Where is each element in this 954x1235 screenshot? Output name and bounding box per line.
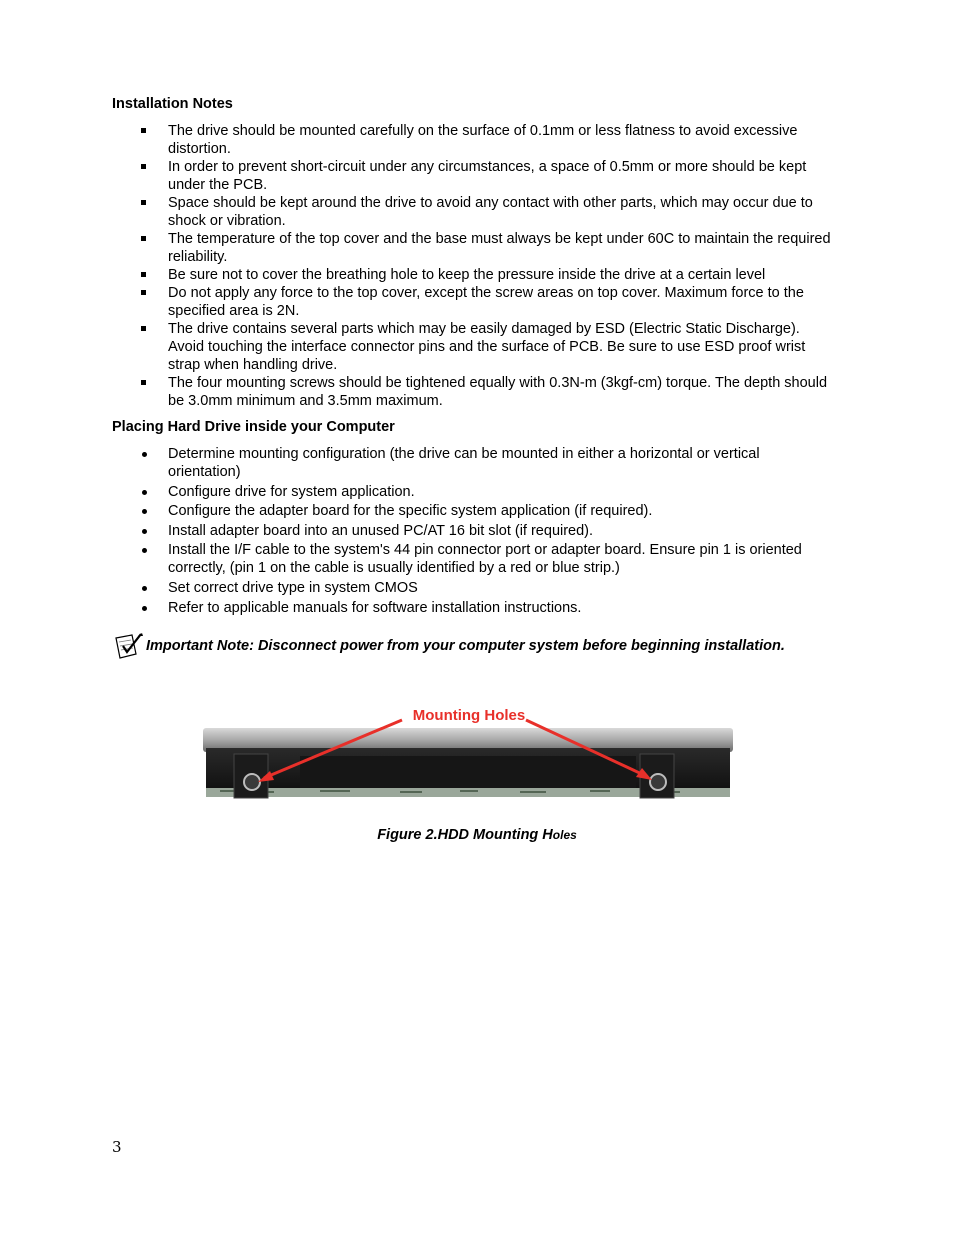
bullet-icon (141, 380, 146, 385)
important-note (114, 632, 785, 660)
list-item (112, 320, 832, 374)
list-item-text: Install adapter board into an unused PC/AT 16 bit slot (if required). (168, 522, 594, 539)
bullet-icon (141, 290, 146, 295)
list-item-text: Be sure not to cover the breathing hole to keep the pressure inside the drive at a certain level (168, 267, 766, 283)
bullet-icon (142, 490, 147, 495)
list-item-text: Do not apply any force to the top cover, except the screw areas on top cover. Maximum force to the specified area is 2N. (168, 285, 804, 319)
list-item (112, 230, 832, 266)
list-item-text: The temperature of the top cover and the base must always be kept under 60C to maintain the required reliability. (168, 231, 831, 265)
pencil-note-icon (114, 632, 144, 660)
important-note-text: Important Note: Disconnect power from your computer system before beginning installation. (146, 638, 785, 654)
list-item (112, 522, 832, 540)
list-item-text: In order to prevent short-circuit under any circumstances, a space of 0.5mm or more should be kept under the PCB. (168, 159, 807, 193)
list-item (112, 284, 832, 320)
placing-drive-list (112, 445, 832, 618)
list-item (112, 445, 832, 481)
figure-caption-main: Figure 2.HDD Mounting H (377, 827, 553, 843)
placing-drive-heading: Placing Hard Drive inside your Computer (112, 419, 395, 435)
bullet-icon (142, 509, 147, 514)
installation-notes-heading: Installation Notes (112, 96, 233, 112)
list-item (112, 579, 832, 597)
installation-notes-list (112, 122, 832, 410)
list-item-text: Refer to applicable manuals for software installation instructions. (168, 599, 582, 616)
bullet-icon (142, 606, 147, 611)
hdd-mounting-holes-figure (200, 700, 736, 804)
list-item (112, 266, 832, 284)
list-item-text: Space should be kept around the drive to avoid any contact with other parts, which may occur due to shock or vibration. (168, 195, 813, 229)
list-item-text: The drive should be mounted carefully on the surface of 0.1mm or less flatness to avoid excessive distortion. (168, 123, 798, 157)
list-item-text: Set correct drive type in system CMOS (168, 579, 418, 596)
list-item (112, 194, 832, 230)
list-item-text: The four mounting screws should be tightened equally with 0.3N-m (3kgf-cm) torque. The depth should be 3.0mm minimum and 3.5mm maximum. (168, 375, 828, 409)
bullet-icon (141, 128, 146, 133)
bullet-icon (141, 164, 146, 169)
figure-caption-small: oles (552, 828, 577, 842)
list-item (112, 599, 832, 617)
figure-caption (0, 827, 954, 843)
list-item (112, 122, 832, 158)
bullet-icon (141, 236, 146, 241)
list-item (112, 483, 832, 501)
bullet-icon (141, 272, 146, 277)
bullet-icon (142, 586, 147, 591)
list-item (112, 158, 832, 194)
mounting-hole-left (244, 774, 260, 790)
list-item-text: Configure the adapter board for the specific system application (if required). (168, 503, 653, 520)
bullet-icon (142, 452, 147, 457)
list-item-text: Install the I/F cable to the system's 44 pin connector port or adapter board. Ensure pin 1 is oriented correctly, (pin 1 on the cable is usually identified by a red or blue strip.) (168, 542, 802, 577)
page-number: 3 (112, 1138, 122, 1156)
bullet-icon (141, 200, 146, 205)
mounting-holes-label: Mounting Holes (412, 707, 526, 724)
list-item (112, 502, 832, 520)
mounting-hole-right (650, 774, 666, 790)
list-item-text: Determine mounting configuration (the drive can be mounted in either a horizontal or vertical orientation) (168, 446, 760, 480)
list-item-text: Configure drive for system application. (168, 483, 415, 500)
list-item-text: The drive contains several parts which may be easily damaged by ESD (Electric Static Discharge). Avoid touching the interface connector pins and the surface of PCB. Be sure to use ESD proof wrist strap when handling drive. (168, 321, 806, 373)
bullet-icon (142, 548, 147, 553)
list-item (112, 541, 832, 577)
list-item (112, 374, 832, 410)
bullet-icon (141, 326, 146, 331)
bullet-icon (142, 529, 147, 534)
